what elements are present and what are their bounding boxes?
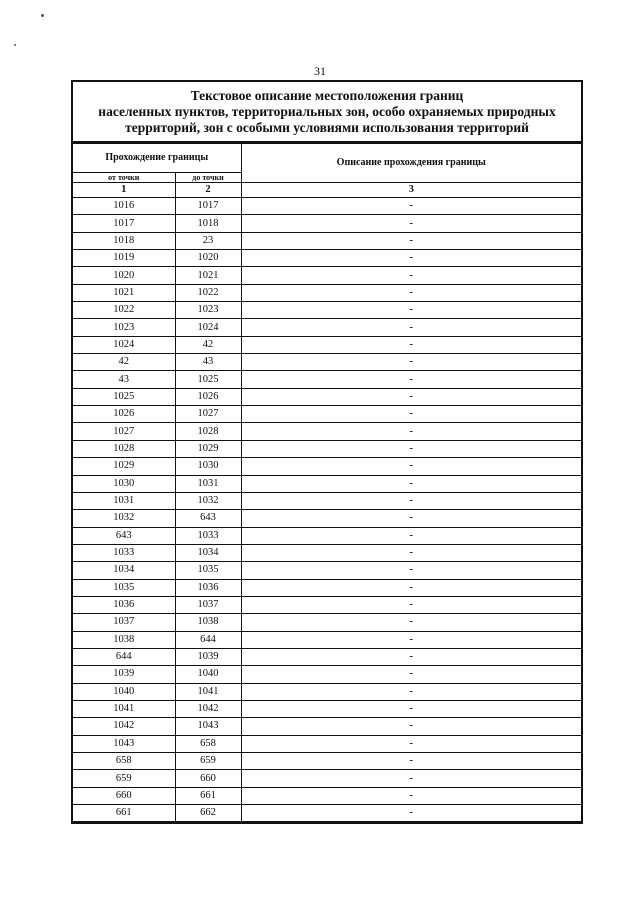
cell-description: - [241,302,581,319]
cell-to-point: 1040 [175,666,241,683]
cell-to-point: 1035 [175,562,241,579]
cell-description: - [241,527,581,544]
cell-from-point: 43 [73,371,175,388]
column-number-2: 2 [175,183,241,198]
cell-description: - [241,267,581,284]
cell-description: - [241,770,581,787]
cell-from-point: 1022 [73,302,175,319]
cell-description: - [241,319,581,336]
cell-from-point: 1018 [73,232,175,249]
table-row [73,232,581,249]
table-row [73,284,581,301]
table-row [73,267,581,284]
cell-description: - [241,388,581,405]
cell-description: - [241,718,581,735]
cell-from-point: 1019 [73,250,175,267]
cell-from-point: 1034 [73,562,175,579]
cell-from-point: 1036 [73,596,175,613]
cell-description: - [241,666,581,683]
scan-speck [41,14,44,17]
cell-description: - [241,614,581,631]
cell-to-point: 1036 [175,579,241,596]
table-row [73,319,581,336]
cell-from-point: 1020 [73,267,175,284]
cell-to-point: 23 [175,232,241,249]
cell-from-point: 1032 [73,510,175,527]
cell-to-point: 1030 [175,458,241,475]
cell-description: - [241,631,581,648]
cell-description: - [241,232,581,249]
scan-speck [14,44,16,46]
cell-from-point: 42 [73,354,175,371]
table-row [73,753,581,770]
cell-description: - [241,787,581,804]
cell-from-point: 1016 [73,198,175,215]
cell-description: - [241,735,581,752]
cell-description: - [241,475,581,492]
table-row [73,406,581,423]
table-row [73,458,581,475]
cell-description: - [241,805,581,822]
cell-from-point: 1040 [73,683,175,700]
cell-description: - [241,700,581,717]
cell-to-point: 660 [175,770,241,787]
cell-from-point: 1037 [73,614,175,631]
cell-from-point: 1039 [73,666,175,683]
page-number: 31 [314,64,326,78]
table-title [73,82,581,143]
cell-to-point: 1029 [175,440,241,457]
table-row [73,770,581,787]
table-row [73,302,581,319]
cell-description: - [241,440,581,457]
cell-to-point: 1020 [175,250,241,267]
table-row [73,250,581,267]
cell-from-point: 659 [73,770,175,787]
cell-description: - [241,596,581,613]
column-number-1: 1 [73,183,175,198]
cell-to-point: 1026 [175,388,241,405]
cell-to-point: 659 [175,753,241,770]
title-line-2: населенных пунктов, территориальных зон, особо охраняемых природных [98,104,556,119]
table-row [73,492,581,509]
table-row [73,579,581,596]
table-row [73,631,581,648]
table-row [73,388,581,405]
cell-from-point: 1025 [73,388,175,405]
cell-from-point: 1035 [73,579,175,596]
cell-description: - [241,406,581,423]
header-passage: Прохождение границы [73,144,241,173]
cell-from-point: 1030 [73,475,175,492]
cell-from-point: 1042 [73,718,175,735]
cell-from-point: 1027 [73,423,175,440]
cell-from-point: 1038 [73,631,175,648]
table-row [73,805,581,822]
cell-from-point: 1043 [73,735,175,752]
table-row [73,787,581,804]
cell-description: - [241,510,581,527]
cell-to-point: 1039 [175,648,241,665]
cell-to-point: 1032 [175,492,241,509]
header-description: Описание прохождения границы [241,144,581,183]
table-row [73,423,581,440]
table-row [73,544,581,561]
cell-from-point: 1028 [73,440,175,457]
table-row [73,215,581,232]
table-row [73,336,581,353]
cell-description: - [241,198,581,215]
table-row [73,718,581,735]
cell-description: - [241,579,581,596]
cell-to-point: 1025 [175,371,241,388]
table-row [73,562,581,579]
cell-from-point: 643 [73,527,175,544]
table-row [73,440,581,457]
table-row [73,371,581,388]
cell-from-point: 644 [73,648,175,665]
cell-description: - [241,648,581,665]
cell-to-point: 1017 [175,198,241,215]
cell-to-point: 42 [175,336,241,353]
cell-description: - [241,753,581,770]
cell-description: - [241,354,581,371]
cell-description: - [241,215,581,232]
cell-from-point: 1021 [73,284,175,301]
cell-from-point: 1031 [73,492,175,509]
table-row [73,198,581,215]
cell-to-point: 1028 [175,423,241,440]
cell-to-point: 1022 [175,284,241,301]
cell-description: - [241,683,581,700]
cell-to-point: 1037 [175,596,241,613]
cell-to-point: 644 [175,631,241,648]
header-from-point: от точки [73,173,175,183]
cell-from-point: 1017 [73,215,175,232]
cell-to-point: 1021 [175,267,241,284]
cell-to-point: 1023 [175,302,241,319]
table-row [73,354,581,371]
cell-description: - [241,250,581,267]
cell-from-point: 1041 [73,700,175,717]
cell-description: - [241,284,581,301]
cell-from-point: 1024 [73,336,175,353]
boundary-table [73,143,581,822]
cell-description: - [241,492,581,509]
cell-to-point: 658 [175,735,241,752]
cell-to-point: 1033 [175,527,241,544]
cell-to-point: 1018 [175,215,241,232]
table-row [73,666,581,683]
cell-to-point: 1027 [175,406,241,423]
cell-from-point: 1033 [73,544,175,561]
boundary-table-frame [71,80,583,824]
table-row [73,614,581,631]
cell-description: - [241,336,581,353]
cell-from-point: 1026 [73,406,175,423]
table-body [73,198,581,822]
cell-from-point: 661 [73,805,175,822]
cell-to-point: 661 [175,787,241,804]
cell-to-point: 1038 [175,614,241,631]
table-row [73,596,581,613]
cell-from-point: 658 [73,753,175,770]
cell-from-point: 1029 [73,458,175,475]
table-row [73,683,581,700]
table-row [73,527,581,544]
cell-description: - [241,562,581,579]
cell-description: - [241,458,581,475]
title-line-3: территорий, зон с особыми условиями использования территорий [125,120,529,135]
cell-description: - [241,423,581,440]
cell-description: - [241,371,581,388]
cell-to-point: 662 [175,805,241,822]
cell-from-point: 1023 [73,319,175,336]
column-number-3: 3 [241,183,581,198]
cell-to-point: 1031 [175,475,241,492]
cell-to-point: 1024 [175,319,241,336]
cell-description: - [241,544,581,561]
table-row [73,700,581,717]
title-line-1: Текстовое описание местоположения границ [190,88,464,103]
cell-to-point: 1043 [175,718,241,735]
table-row [73,510,581,527]
cell-from-point: 660 [73,787,175,804]
cell-to-point: 643 [175,510,241,527]
table-row [73,648,581,665]
cell-to-point: 1041 [175,683,241,700]
cell-to-point: 43 [175,354,241,371]
cell-to-point: 1034 [175,544,241,561]
table-row [73,735,581,752]
table-row [73,475,581,492]
cell-to-point: 1042 [175,700,241,717]
header-to-point: до точки [175,173,241,183]
